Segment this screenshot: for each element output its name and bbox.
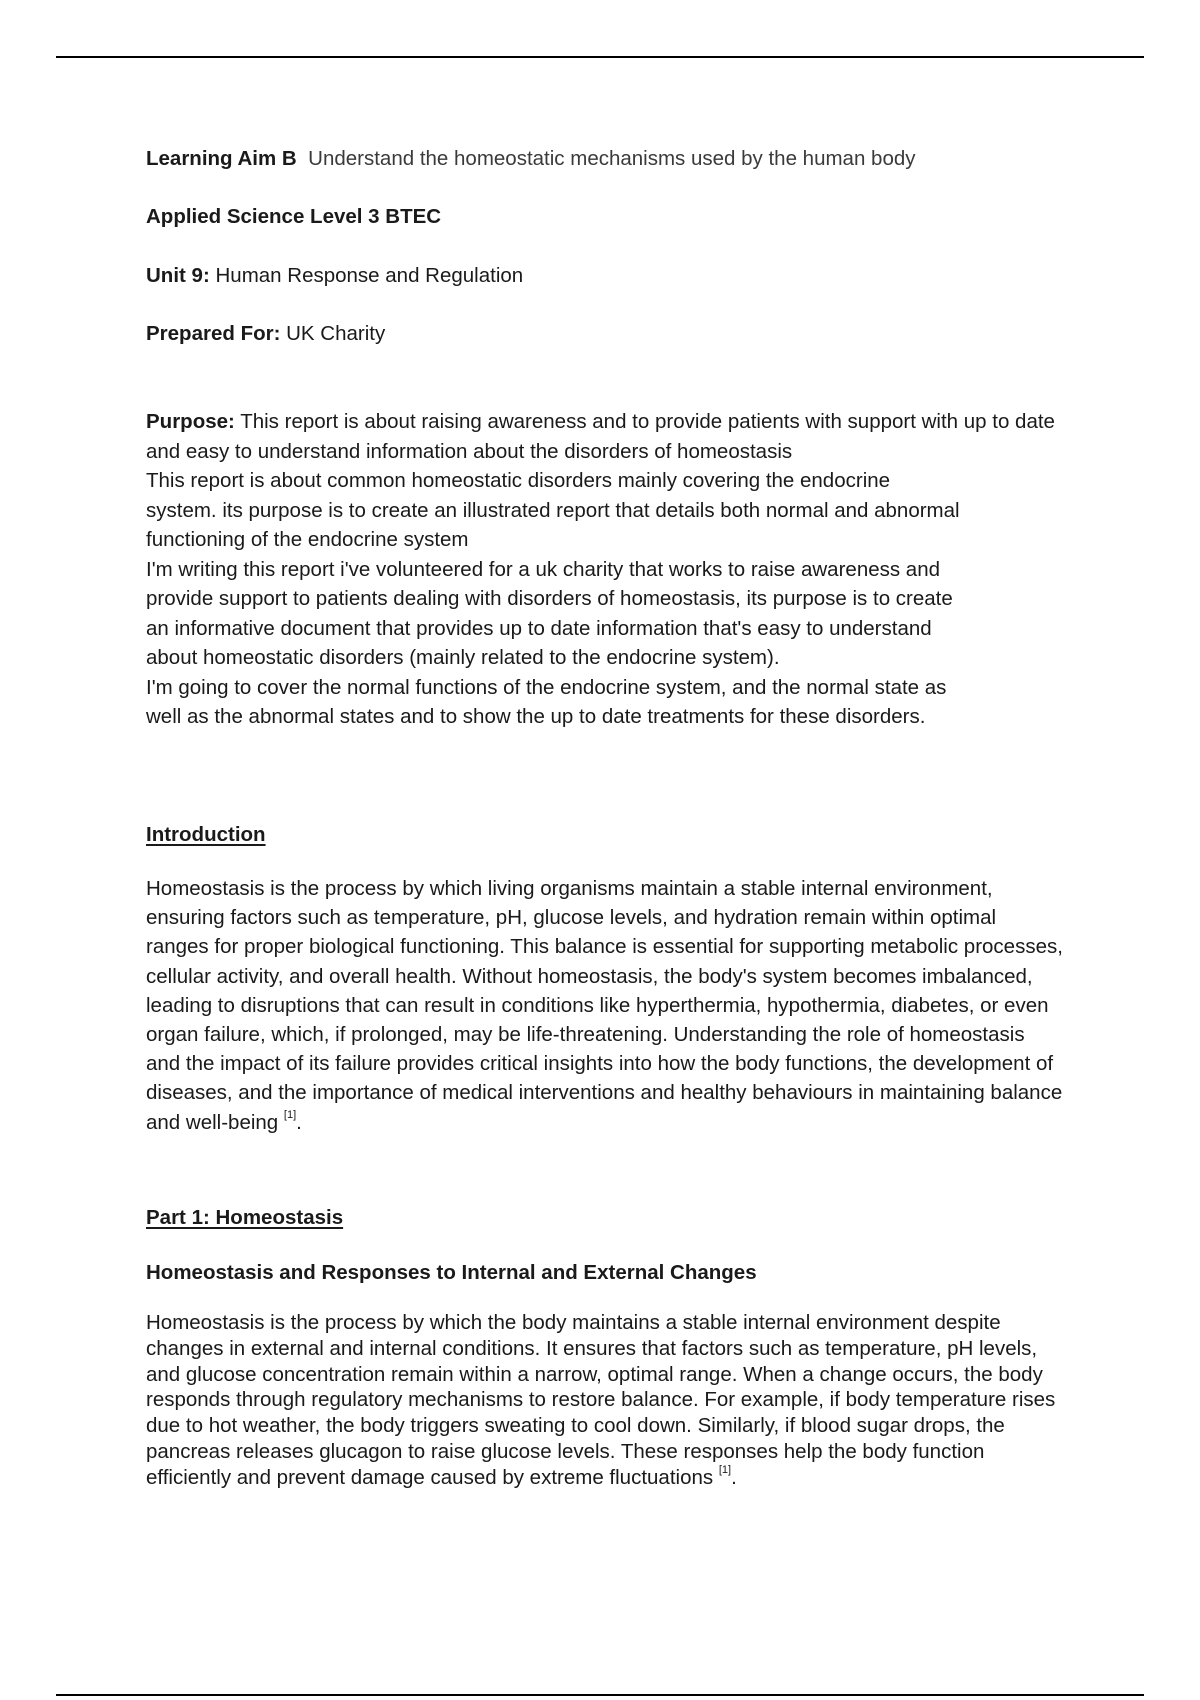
top-rule [56,56,1144,58]
prepared-for-label: Prepared For: [146,322,281,345]
introduction-body: Homeostasis is the process by which living organisms maintain a stable internal environment, ensuring factors such as temperature, pH, glucose levels, and hydration remain within optimal ranges for proper biological functioning. This balance is essential for supporting metabolic processes, cellular activity, and overall health. Without homeostasis, the body's system becomes imbalanced, leading to disruptions that can result in conditions like hyperthermia, hypothermia, diabetes, or even organ failure, which, if prolonged, may be life-threatening. Understanding the role of homeostasis and the impact of its failure provides critical insights into how the body functions, the development of diseases, and the importance of medical interventions and healthy behaviours in maintaining balance and well-being [146,877,1063,1134]
part1-body: Homeostasis is the process by which the body maintains a stable internal environment despite changes in external and internal conditions. It ensures that factors such as temperature, pH levels, and glucose concentration remain within a narrow, optimal range. When a change occurs, the body responds through regulatory mechanisms to restore balance. For example, if body temperature rises due to hot weather, the body triggers sweating to cool down. Similarly, if blood sugar drops, the pancreas releases glucagon to raise glucose levels. These responses help the body function efficiently and prevent damage caused by extreme fluctuations [146,1311,1056,1489]
purpose-paragraph-4: I'm going to cover the normal functions of the endocrine system, and the normal state as well as the abnormal states and to show the up to date treatments for these disorders. [146,675,947,728]
introduction-citation: [1] [283,1108,297,1121]
prepared-for-line [146,319,385,348]
part1-paragraph [146,1310,1066,1491]
introduction-paragraph [146,874,1066,1137]
part1-end: . [731,1465,737,1489]
prepared-for-text: UK Charity [286,322,386,345]
purpose-paragraph-3: I'm writing this report i've volunteered for a uk charity that works to raise awareness and provide support to patients dealing with disorders of homeostasis, its purpose is to create an informative document that provides up to date information that's easy to understand about homeostatic disorders (mainly related to the endocrine system). [146,557,953,669]
learning-aim-line [146,144,916,173]
bottom-rule [56,1694,1144,1696]
introduction-heading: Introduction [146,823,266,846]
part1-citation: [1] [718,1463,732,1476]
unit-text: Human Response and Regulation [215,264,524,287]
unit-line [146,261,523,290]
part1-subheading: Homeostasis and Responses to Internal and External Changes [146,1261,757,1284]
introduction-end: . [296,1110,302,1134]
learning-aim-label: Learning Aim B [146,147,297,170]
purpose-text: This report is about raising awareness and to provide patients with support with up to date and easy to understand information about the disorders of homeostasis [146,410,1055,463]
course-title: Applied Science Level 3 BTEC [146,205,442,228]
purpose-section [146,407,1066,732]
learning-aim-text: Understand the homeostatic mechanisms used by the human body [308,147,916,170]
purpose-label: Purpose: [146,410,235,433]
purpose-paragraph-2: This report is about common homeostatic disorders mainly covering the endocrine system. its purpose is to create an illustrated report that details both normal and abnormal functioning of the endocrine system [146,469,960,551]
part1-heading: Part 1: Homeostasis [146,1206,344,1229]
purpose-paragraph [146,407,1064,466]
unit-label: Unit 9: [146,264,210,287]
